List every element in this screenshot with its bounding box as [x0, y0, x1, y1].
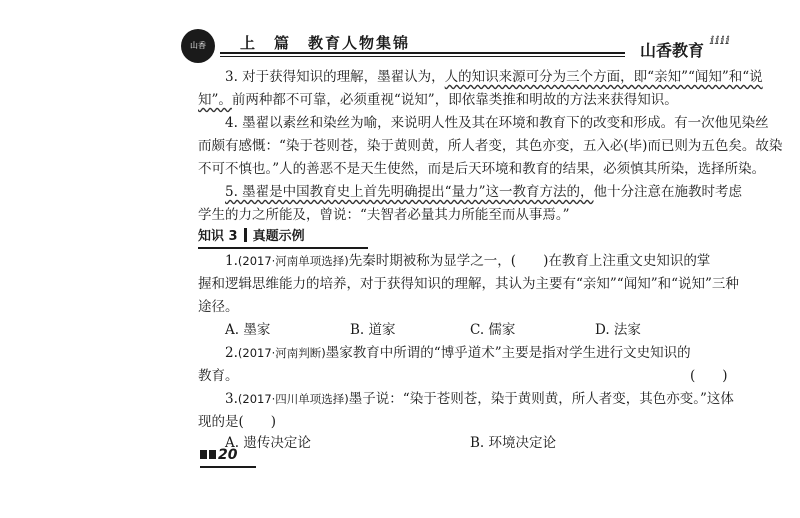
question-1-line-1	[225, 250, 710, 273]
question-text: 先秦时期被称为显学之一，( )在教育上注重文史知识的掌	[348, 253, 711, 269]
question-1-line-2: 握和逻辑思维能力的培养，对于获得知识的理解，其认为主要有“亲知”“闻知”和“说知”三种	[198, 276, 739, 292]
page-number	[200, 447, 237, 463]
option-b: B. 道家	[350, 322, 396, 338]
page-marker-icon	[200, 450, 207, 459]
text: 前两种都不可靠，必须重视“说知”，即依靠类推和明故的方法来获得知识。	[231, 92, 678, 108]
brand-marks: ⅈⅈⅈⅈ	[710, 34, 731, 47]
question-2-line-2: 教育。	[198, 368, 239, 384]
question-number: 1.	[225, 253, 238, 269]
paragraph-4-line-3: 不可不慎也。”人的善恶不是天生使然，而是后天环境和教育的结果，必须慎其所染，选择所染。	[198, 161, 766, 177]
option-a: A. 墨家	[225, 322, 271, 338]
question-1-line-3: 途径。	[198, 299, 239, 315]
paragraph-4-line-1: 4. 墨翟以素丝和染丝为喻，来说明人性及其在环境和教育下的改变和形成。有一次他见染丝	[225, 115, 769, 131]
brand-logo: 山香	[181, 29, 215, 63]
question-text: 墨家教育中所谓的“博乎道术”主要是指对学生进行文史知识的	[325, 345, 691, 361]
question-text: 墨子说：“染于苍则苍，染于黄则黄，所人者变，其色亦变。”这体	[348, 391, 734, 407]
underlined-text: 知”。	[198, 92, 232, 108]
section-heading	[198, 225, 368, 249]
question-2-line-1	[225, 342, 691, 365]
text: 3. 对于获得知识的理解，墨翟认为，	[225, 69, 445, 85]
section-divider	[244, 228, 247, 242]
underlined-text: 人的知识来源可分为三个方面，即“亲知”“闻知”和“说	[444, 69, 763, 85]
chapter-title: 上 篇 教育人物集锦	[240, 34, 411, 52]
option-d: D. 法家	[595, 322, 641, 338]
answer-bracket: ( )	[690, 368, 728, 384]
header-rule	[220, 52, 625, 54]
paragraph-5-line-2: 学生的力之所能及，曾说：“夫智者必量其力所能至而从事焉。”	[198, 207, 570, 223]
question-source: (2017·四川单项选择)	[237, 392, 349, 406]
paragraph-3-line-1	[225, 66, 763, 89]
question-source: (2017·河南单项选择)	[237, 254, 349, 268]
underlined-text: 5. 墨翟是中国教育史上首先明确提出“量力”这一教育方法的，	[225, 184, 594, 200]
paragraph-4-line-2: 而颇有感慨：“染于苍则苍，染于黄则黄，所人者变，其色亦变，五入必(毕)而已则为五色矣。故染	[198, 138, 783, 154]
question-number: 2.	[225, 345, 238, 361]
section-title: 真题示例	[252, 229, 305, 244]
brand-name: 山香教育	[640, 41, 705, 60]
question-source: (2017·河南判断)	[237, 346, 326, 360]
header-rule-thin	[220, 56, 625, 57]
option-b: B. 环境决定论	[470, 435, 557, 451]
question-3-line-1	[225, 388, 734, 411]
text: 他十分注意在施教时考虑	[593, 184, 742, 200]
paragraph-5-line-1	[225, 181, 742, 204]
paragraph-3-line-2	[198, 89, 678, 112]
option-c: C. 儒家	[470, 322, 516, 338]
question-number: 3.	[225, 391, 238, 407]
page-number-rule	[200, 466, 256, 468]
section-number: 知识 3	[198, 229, 238, 244]
page-number-text: 20	[218, 447, 238, 463]
question-3-line-2: 现的是( )	[198, 414, 277, 430]
option-a: A. 遗传决定论	[225, 435, 311, 451]
page-marker-icon	[209, 450, 216, 459]
